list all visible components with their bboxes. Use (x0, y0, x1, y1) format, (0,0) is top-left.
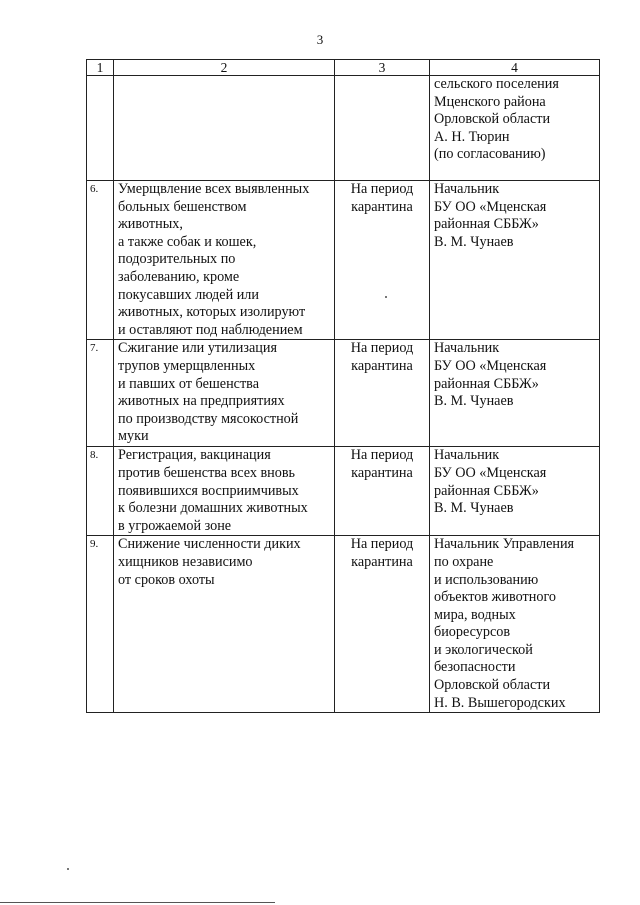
row-action: Регистрация, вакцинация против бешенства всех вновь появившихся восприимчивых к болезни домашних животных в угрожаемой зоне (114, 447, 335, 536)
row-term: На период карантина (335, 181, 430, 340)
row-term (335, 76, 430, 181)
table-row (87, 340, 600, 447)
row-term: На период карантина (335, 536, 430, 713)
row-term: На период карантина (335, 340, 430, 447)
row-number (87, 76, 114, 181)
table-row (87, 536, 600, 713)
table-row (87, 181, 600, 340)
row-responsible: Начальник БУ ОО «Мценская районная СББЖ» В. М. Чунаев (430, 340, 600, 447)
row-term: На период карантина (335, 447, 430, 536)
page-number: 3 (316, 32, 324, 47)
row-number: 9. (87, 536, 114, 713)
bottom-edge-line (0, 902, 275, 903)
row-action: Умерщвление всех выявленных больных бешенством животных, а также собак и кошек, подозрительных по заболеванию, кроме покусавших людей или животных, которых изолируют и оставляют под наблюдением (114, 181, 335, 340)
row-number: 8. (87, 447, 114, 536)
scan-speck (67, 868, 69, 870)
row-number: 7. (87, 340, 114, 447)
row-action: Снижение численности диких хищников независимо от сроков охоты (114, 536, 335, 713)
header-col-1: 1 (87, 60, 114, 76)
table-header-row (87, 60, 600, 76)
header-col-3: 3 (335, 60, 430, 76)
row-responsible: Начальник Управления по охране и использованию объектов животного мира, водных биоресурсов и экологической безопасности Орловской области Н. В. Вышегородских (430, 536, 600, 713)
row-responsible: Начальник БУ ОО «Мценская районная СББЖ» В. М. Чунаев (430, 181, 600, 340)
measures-table (86, 59, 600, 713)
table-row (87, 447, 600, 536)
row-responsible: Начальник БУ ОО «Мценская районная СББЖ» В. М. Чунаев (430, 447, 600, 536)
row-action (114, 76, 335, 181)
table-row (87, 76, 600, 181)
scan-speck (385, 296, 387, 298)
header-col-4: 4 (430, 60, 600, 76)
row-action: Сжигание или утилизация трупов умерщвленных и павших от бешенства животных на предприятиях по производству мясокостной муки (114, 340, 335, 447)
header-col-2: 2 (114, 60, 335, 76)
row-number: 6. (87, 181, 114, 340)
row-responsible: сельского поселения Мценского района Орловской области А. Н. Тюрин (по согласованию) (430, 76, 600, 181)
